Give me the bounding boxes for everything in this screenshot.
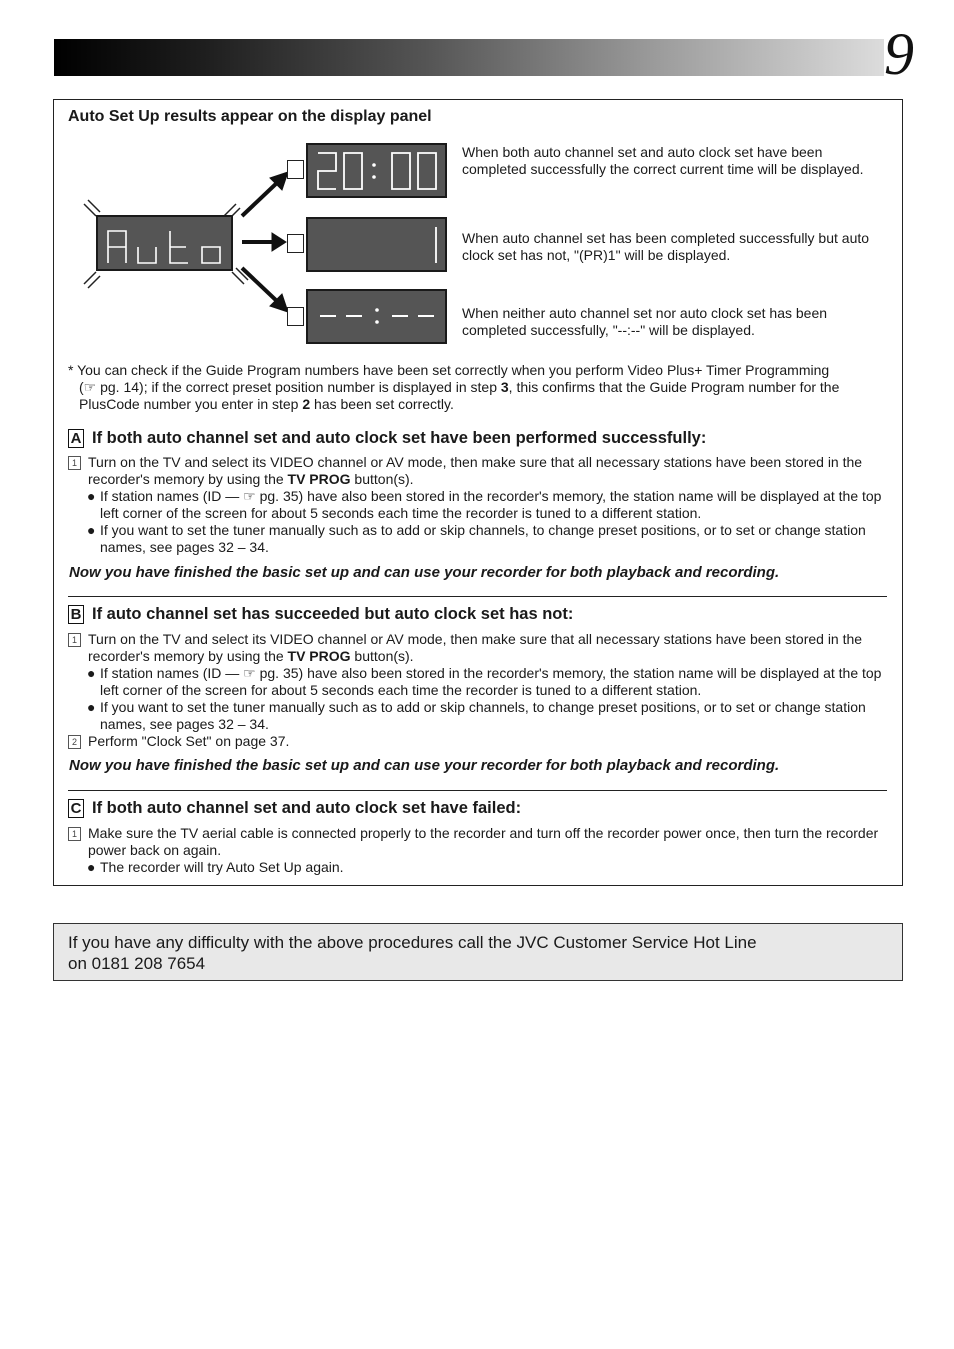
section-c-step-1: 1 Make sure the TV aerial cable is connected properly to the recorder and turn off the recorder power once, then turn the recorder power back on again.: [68, 825, 888, 859]
result-text-2: When auto channel set has been completed successfully but auto clock set has not, "(PR)1" will be displayed.: [462, 230, 870, 263]
section-b-letter: B: [68, 605, 84, 624]
time-display: [306, 143, 447, 198]
section-b-bullet-station: ● If station names (ID — ☞ pg. 35) have also been stored in the recorder's memory, the station name will be displayed at the top left corner of the screen for about 5 seconds each time the recorder is tuned to a different station.: [87, 665, 882, 698]
section-b-heading: [68, 605, 573, 624]
section-b-finish: Now you have finished the basic set up and can use your recorder for both playback and recording.: [69, 757, 780, 774]
section-b-bullet-tuner: ● If you want to set the tuner manually such as to add or skip channels, to change preset positions, or to set or change station names, see pages 32 – 34.: [87, 699, 866, 732]
header-gradient-bar: [54, 39, 884, 76]
section-b-steps: [68, 631, 888, 750]
section-b-step-2: 2 Perform "Clock Set" on page 37.: [68, 733, 888, 750]
result-checkbox-1: [287, 160, 304, 179]
section-a-title: If both auto channel set and auto clock set have been performed successfully:: [92, 429, 707, 447]
section-c-heading: [68, 799, 521, 818]
hotline-box: [53, 923, 903, 981]
section-a-bullet-tuner: ● If you want to set the tuner manually such as to add or skip channels, to change preset positions, or to set or change station names, see pages 32 – 34.: [87, 522, 866, 555]
result-checkbox-2: [287, 234, 304, 253]
section-c-bullet-1: ● The recorder will try Auto Set Up again.: [87, 859, 344, 875]
divider-b: [68, 790, 887, 791]
dash-display: [306, 289, 447, 344]
section-b-step-1: 1 Turn on the TV and select its VIDEO channel or AV mode, then make sure that all necessary stations have been stored in the recorder's memory by using the TV PROG button(s).: [68, 631, 888, 665]
section-a-bullet-station: ● If station names (ID — ☞ pg. 35) have also been stored in the recorder's memory, the station name will be displayed at the top left corner of the screen for about 5 seconds each time the recorder is tuned to a different station.: [87, 488, 882, 521]
section-c-steps: [68, 825, 888, 876]
section-c-title: If both auto channel set and auto clock set have failed:: [92, 799, 522, 817]
section-a-step-1: 1 Turn on the TV and select its VIDEO channel or AV mode, then make sure that all necessary stations have been stored in the recorder's memory by using the TV PROG button(s).: [68, 454, 888, 488]
section-b-title: If auto channel set has succeeded but auto clock set has not:: [92, 605, 574, 623]
result-checkbox-3: [287, 307, 304, 326]
arrows-icon: [236, 166, 316, 316]
result-text-3: When neither auto channel set nor auto clock set has been completed successfully, "--:--" will be displayed.: [462, 305, 828, 338]
time-lcd-text: [308, 145, 445, 196]
channel-lcd-text: [308, 219, 445, 270]
panel-title: Auto Set Up results appear on the display panel: [68, 108, 432, 125]
section-c-letter: C: [68, 799, 84, 818]
auto-setup-results-box: [53, 99, 903, 886]
divider-a: [68, 596, 887, 597]
dash-lcd-text: [308, 291, 445, 342]
auto-lcd-text: [98, 217, 231, 269]
section-a-letter: A: [68, 429, 84, 448]
section-a-heading: [68, 429, 706, 448]
hotline-text: If you have any difficulty with the above procedures call the JVC Customer Service Hot Line on 0181 208 7654: [68, 933, 757, 973]
result-text-1: When both auto channel set and auto clock set have been completed successfully the correct current time will be displayed.: [462, 144, 864, 177]
section-a-steps: [68, 454, 888, 556]
section-a-finish: Now you have finished the basic set up and can use your recorder for both playback and recording.: [69, 564, 780, 581]
channel-display: [306, 217, 447, 272]
page-number: 9: [884, 21, 914, 87]
guide-program-note: * You can check if the Guide Program numbers have been set correctly when you perform Video Plus+ Timer Programming (☞ pg. 14); if the correct preset position number is displayed in step 3, this confirms that the Guide Program number for the PlusCode number you enter in step 2 has been set correctly.: [68, 362, 840, 412]
auto-display: [96, 215, 233, 271]
